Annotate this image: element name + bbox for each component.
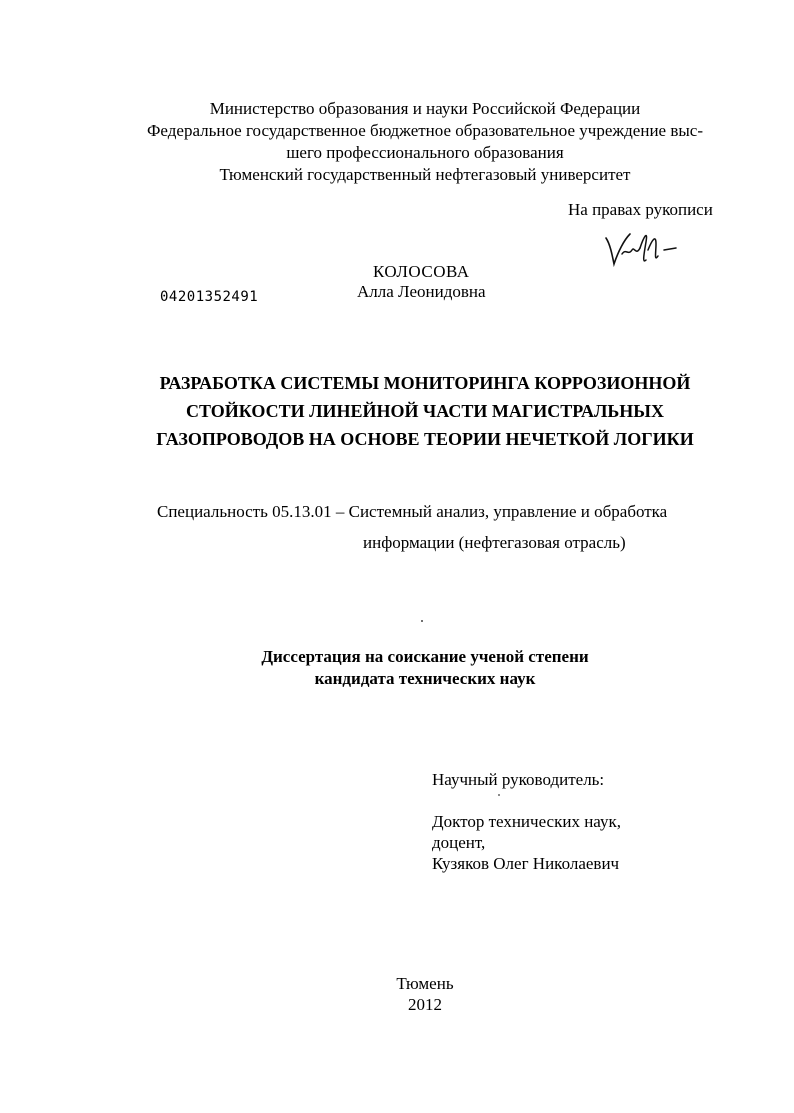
advisor-degree: Доктор технических наук, <box>432 812 621 831</box>
specialty-line-1: Специальность 05.13.01 – Системный анализ, управление и обработка <box>157 502 668 521</box>
institution-line-continued: шего профессионального образования <box>286 143 564 162</box>
author-surname: КОЛОСОВА <box>373 262 470 281</box>
advisor-name: Кузяков Олег Николаевич <box>432 854 620 873</box>
place-and-year <box>300 973 550 1015</box>
degree-line-1: Диссертация на соискание ученой степени <box>261 647 589 666</box>
degree-line-2: кандидата технических наук <box>314 669 536 688</box>
library-stamp-number: 04201352491 <box>160 289 259 305</box>
scan-speck <box>421 620 423 622</box>
institution-line: Федеральное государственное бюджетное образовательное учреждение выс- <box>147 121 703 140</box>
city: Тюмень <box>396 974 454 993</box>
author-name: Алла Леонидовна <box>357 282 486 301</box>
author-signature <box>600 226 680 270</box>
institution-header <box>60 98 790 186</box>
title-line-2: СТОЙКОСТИ ЛИНЕЙНОЙ ЧАСТИ МАГИСТРАЛЬНЫХ <box>186 401 664 421</box>
scientific-advisor <box>432 769 621 874</box>
advisor-rank: доцент, <box>432 833 486 852</box>
advisor-label: Научный руководитель: <box>432 770 605 789</box>
specialty-line-2: информации (нефтегазовая отрасль) <box>363 533 626 552</box>
university-line: Тюменский государственный нефтегазовый университет <box>219 165 631 184</box>
year: 2012 <box>408 995 442 1014</box>
title-line-1: РАЗРАБОТКА СИСТЕМЫ МОНИТОРИНГА КОРРОЗИОННОЙ <box>159 373 691 393</box>
spacer <box>432 790 621 811</box>
title-line-3: ГАЗОПРОВОДОВ НА ОСНОВЕ ТЕОРИИ НЕЧЕТКОЙ ЛОГИКИ <box>156 429 694 449</box>
dissertation-title <box>110 369 740 453</box>
degree-statement <box>150 646 700 690</box>
manuscript-rights: На правах рукописи <box>568 200 713 219</box>
ministry-line: Министерство образования и науки Российской Федерации <box>209 99 641 118</box>
